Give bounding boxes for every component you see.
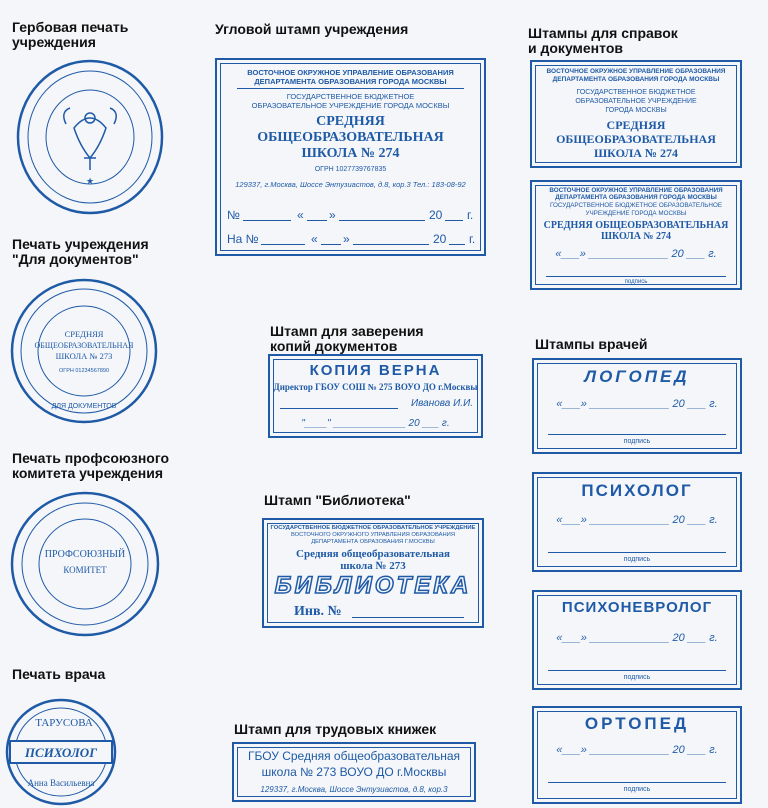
library-title: БИБЛИОТЕКА xyxy=(274,572,472,599)
doctor-stamp-date: «___» _____________ 20 ___ г. xyxy=(556,744,718,756)
heading-union-seal: Печать профсоюзного комитета учреждения xyxy=(12,450,170,481)
cert2-line-1: ВОСТОЧНОЕ ОКРУЖНОЕ УПРАВЛЕНИЕ ОБРАЗОВАНИЯ xyxy=(549,187,723,194)
heading-library-stamp: Штамп "Библиотека" xyxy=(264,492,411,508)
doctor-stamp-logoped xyxy=(532,358,742,454)
corner-ogrn: ОГРН 1027739767835 xyxy=(314,166,387,173)
cert1-name-1: СРЕДНЯЯ xyxy=(606,118,666,132)
corner-address: 129337, г.Москва, Шоссе Энтузиастов, д.8, кор.3 Тел.: 183-08-92 xyxy=(235,180,466,189)
heading-gerb-seal: Гербовая печать учреждения xyxy=(12,19,129,50)
cert2-date: «___» _____________ 20 ___ г. xyxy=(555,248,717,260)
union-seal-center-2: КОМИТЕТ xyxy=(63,565,107,575)
cert2-line-2: ДЕПАРТАМЕНТА ОБРАЗОВАНИЯ ГОРОДА МОСКВЫ xyxy=(555,194,717,201)
doctor-stamp-date: «___» _____________ 20 ___ г. xyxy=(556,632,718,644)
cert1-line-4: ОБРАЗОВАТЕЛЬНОЕ УЧРЕЖДЕНИЕ xyxy=(575,98,697,105)
corner-line-4: ОБРАЗОВАТЕЛЬНОЕ УЧРЕЖДЕНИЕ ГОРОДА МОСКВЫ xyxy=(251,101,450,110)
heading-labor-stamp: Штамп для трудовых книжек xyxy=(234,721,437,737)
cert1-line-5: ГОРОДА МОСКВЫ xyxy=(605,107,667,114)
doctor-stamp-title: ОРТОПЕД xyxy=(584,714,690,733)
cert2-name-2: ШКОЛА № 274 xyxy=(601,231,671,242)
corner-name-2: ОБЩЕОБРАЗОВАТЕЛЬНАЯ xyxy=(257,130,444,145)
doctor-stamp-psihonevrolog xyxy=(532,590,742,690)
cert1-line-3: ГОСУДАРСТВЕННОЕ БЮДЖЕТНОЕ xyxy=(576,89,696,96)
union-seal-center-1: ПРОФСОЮЗНЫЙ xyxy=(44,549,126,560)
cert1-line-2: ДЕПАРТАМЕНТА ОБРАЗОВАНИЯ ГОРОДА МОСКВЫ xyxy=(552,76,720,83)
doctor-stamp-sign: подпись xyxy=(623,438,651,445)
docs-seal-ogrn: ОГРН 01234567890 xyxy=(58,368,110,374)
heading-docs-seal: Печать учреждения "Для документов" xyxy=(12,236,149,267)
heading-doctor-seal: Печать врача xyxy=(12,666,106,682)
cert2-line-4: УЧРЕЖДЕНИЕ ГОРОДА МОСКВЫ xyxy=(585,210,687,217)
doctor-stamp-sign: подпись xyxy=(623,786,651,793)
corner-line-2: ДЕПАРТАМЕНТА ОБРАЗОВАНИЯ ГОРОДА МОСКВЫ xyxy=(254,77,447,86)
doctor-stamp-ortoped xyxy=(532,706,742,804)
labor-address: 129337, г.Москва, Шоссе Энтузиастов, д.8, кор.3 xyxy=(260,785,448,794)
library-name-1: Средняя общеобразовательная xyxy=(296,548,450,560)
library-line-2: ВОСТОЧНОГО ОКРУЖНОГО УПРАВЛЕНИЯ ОБРАЗОВАНИЯ xyxy=(290,532,456,538)
cert-stamp-1 xyxy=(530,60,742,168)
doctor-stamp-sign: подпись xyxy=(623,674,651,681)
copy-name: Иванова И.И. xyxy=(411,398,473,409)
docs-seal-center-3: ШКОЛА № 273 xyxy=(55,351,113,361)
doctor-seal-bottom: Анна Васильевна xyxy=(27,778,95,788)
labor-line-2: школа № 273 ВОУО ДО г.Москвы xyxy=(261,765,447,779)
cert1-line-1: ВОСТОЧНОЕ ОКРУЖНОЕ УПРАВЛЕНИЕ ОБРАЗОВАНИЯ xyxy=(546,68,726,75)
corner-line-1: ВОСТОЧНОЕ ОКРУЖНОЕ УПРАВЛЕНИЕ ОБРАЗОВАНИЯ xyxy=(247,68,454,77)
cert1-name-2: ОБЩЕОБРАЗОВАТЕЛЬНАЯ xyxy=(556,132,716,146)
library-line-1: ГОСУДАРСТВЕННОЕ БЮДЖЕТНОЕ ОБРАЗОВАТЕЛЬНОЕ УЧРЕЖДЕНИЕ xyxy=(270,525,476,531)
heading-doctor-stamps: Штампы врачей xyxy=(535,336,648,352)
doctor-stamp-sign: подпись xyxy=(623,556,651,563)
doctor-stamp-title: ПСИХОЛОГ xyxy=(581,481,693,500)
docs-seal xyxy=(8,276,160,426)
union-seal xyxy=(8,489,162,639)
corner-name-1: СРЕДНЯЯ xyxy=(316,114,385,129)
doctor-stamp-title: ПСИХОНЕВРОЛОГ xyxy=(561,599,713,616)
docs-seal-center-2: ОБЩЕОБРАЗОВАТЕЛЬНАЯ xyxy=(34,341,134,350)
doctor-seal-center: ПСИХОЛОГ xyxy=(24,745,98,760)
heading-cert-stamps: Штампы для справок и документов xyxy=(528,25,678,56)
doctor-seal xyxy=(4,696,118,806)
library-stamp xyxy=(262,518,484,628)
labor-stamp xyxy=(232,742,476,802)
library-inv: Инв. № xyxy=(294,604,342,619)
docs-seal-center-1: СРЕДНЯЯ xyxy=(64,329,104,339)
copy-stamp xyxy=(268,354,483,438)
doctor-stamp-psiholog xyxy=(532,472,742,572)
heading-copy-stamp: Штамп для заверения копий документов xyxy=(270,323,424,354)
gerb-seal xyxy=(14,58,166,216)
doctor-stamp-date: «___» _____________ 20 ___ г. xyxy=(556,398,718,410)
doctor-stamp-title: ЛОГОПЕД xyxy=(584,367,690,386)
library-name-2: школа № 273 xyxy=(340,560,406,572)
copy-title: КОПИЯ ВЕРНА xyxy=(309,362,442,379)
corner-stamp xyxy=(215,58,486,256)
copy-date: "____" _____________ 20 ___ г. xyxy=(301,418,450,429)
copy-director: Директор ГБОУ СОШ № 275 ВОУО ДО г.Москвы xyxy=(273,382,478,392)
corner-na-row: На № « » 20 г. xyxy=(227,232,476,246)
doctor-seal-top: ТАРУСОВА xyxy=(35,717,93,729)
cert2-line-3: ГОСУДАРСТВЕННОЕ БЮДЖЕТНОЕ ОБРАЗОВАТЕЛЬНОЕ xyxy=(549,202,723,209)
labor-line-1: ГБОУ Средняя общеобразовательная xyxy=(247,749,461,763)
docs-seal-bottom: ДЛЯ ДОКУМЕНТОВ xyxy=(51,403,117,410)
svg-text:★: ★ xyxy=(85,176,95,186)
library-line-3: ДЕПАРТАМЕНТА ОБРАЗОВАНИЯ Г.МОСКВЫ xyxy=(311,539,435,545)
corner-line-3: ГОСУДАРСТВЕННОЕ БЮДЖЕТНОЕ xyxy=(286,92,415,101)
doctor-stamp-date: «___» _____________ 20 ___ г. xyxy=(556,514,718,526)
heading-corner-stamp: Угловой штамп учреждения xyxy=(215,21,409,37)
cert2-sign: подпись xyxy=(624,279,648,285)
corner-name-3: ШКОЛА № 274 xyxy=(301,146,400,161)
corner-no-row: № « » 20 г. xyxy=(227,208,474,222)
cert1-name-3: ШКОЛА № 274 xyxy=(594,146,678,160)
cert2-name-1: СРЕДНЯЯ ОБЩЕОБРАЗОВАТЕЛЬНАЯ xyxy=(543,220,729,231)
cert-stamp-2 xyxy=(530,180,742,290)
